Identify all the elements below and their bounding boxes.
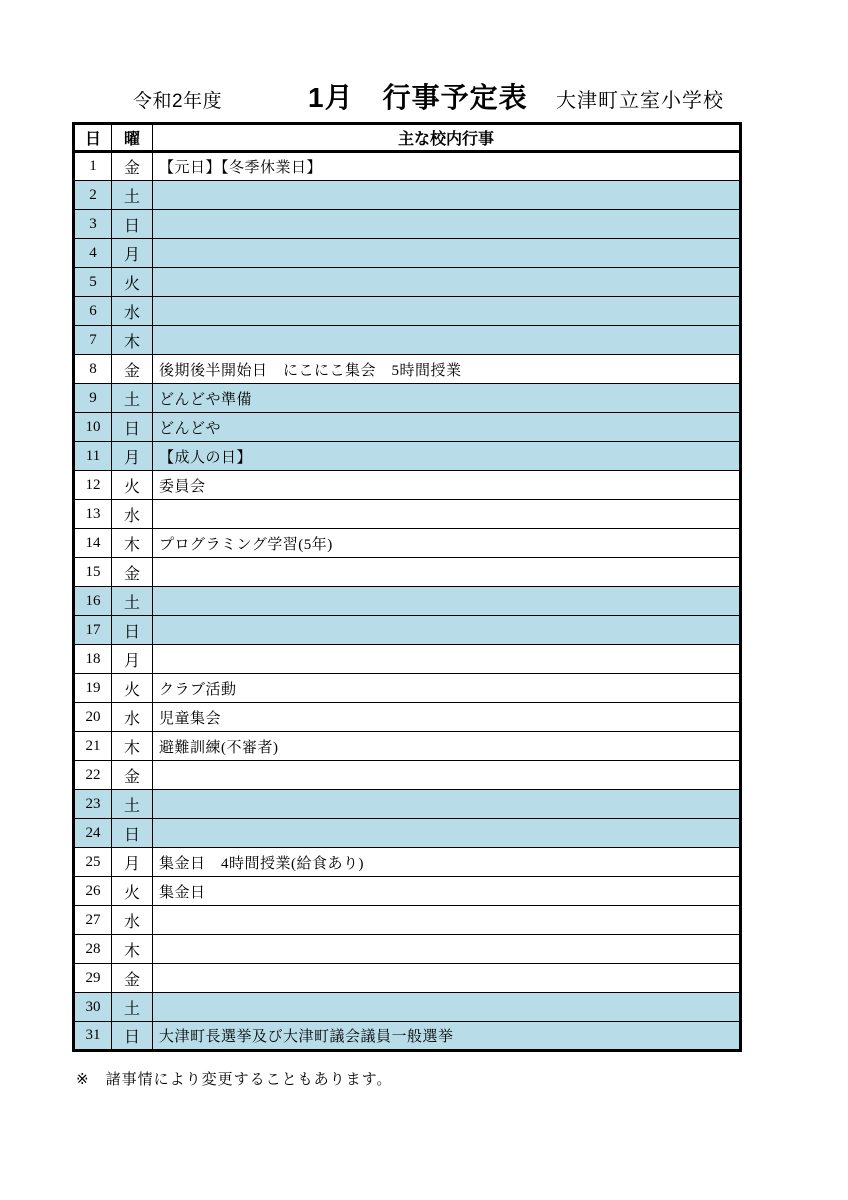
- day-cell: 7: [74, 326, 112, 355]
- table-row: [74, 152, 741, 181]
- weekday-cell: 日: [112, 1022, 153, 1051]
- table-row: [74, 529, 741, 558]
- event-cell: 【成人の日】: [153, 442, 741, 471]
- event-cell: [153, 326, 741, 355]
- table-row: [74, 297, 741, 326]
- day-cell: 4: [74, 239, 112, 268]
- event-cell: クラブ活動: [153, 674, 741, 703]
- page-title: 1月 行事予定表: [308, 82, 528, 113]
- table-row: [74, 645, 741, 674]
- table-row: [74, 964, 741, 993]
- weekday-cell: 土: [112, 587, 153, 616]
- weekday-cell: 木: [112, 935, 153, 964]
- weekday-cell: 月: [112, 645, 153, 674]
- day-cell: 18: [74, 645, 112, 674]
- day-cell: 6: [74, 297, 112, 326]
- weekday-cell: 木: [112, 732, 153, 761]
- day-cell: 27: [74, 906, 112, 935]
- table-row: [74, 703, 741, 732]
- table-row: [74, 210, 741, 239]
- event-cell: [153, 906, 741, 935]
- day-cell: 20: [74, 703, 112, 732]
- weekday-cell: 金: [112, 355, 153, 384]
- weekday-cell: 土: [112, 993, 153, 1022]
- weekday-cell: 金: [112, 964, 153, 993]
- event-cell: [153, 790, 741, 819]
- event-cell: [153, 761, 741, 790]
- weekday-cell: 月: [112, 848, 153, 877]
- day-cell: 23: [74, 790, 112, 819]
- table-row: [74, 616, 741, 645]
- event-cell: 後期後半開始日 にこにこ集会 5時間授業: [153, 355, 741, 384]
- table-row: [74, 1022, 741, 1051]
- schedule-body: [74, 152, 741, 1051]
- event-cell: 集金日 4時間授業(給食あり): [153, 848, 741, 877]
- day-cell: 15: [74, 558, 112, 587]
- day-cell: 30: [74, 993, 112, 1022]
- event-cell: [153, 819, 741, 848]
- weekday-cell: 火: [112, 471, 153, 500]
- event-cell: [153, 500, 741, 529]
- day-cell: 2: [74, 181, 112, 210]
- day-cell: 28: [74, 935, 112, 964]
- era-year-label: 令和2年度: [133, 91, 223, 112]
- weekday-cell: 土: [112, 790, 153, 819]
- event-cell: 大津町長選挙及び大津町議会議員一般選挙: [153, 1022, 741, 1051]
- event-cell: [153, 616, 741, 645]
- table-row: [74, 732, 741, 761]
- weekday-cell: 土: [112, 384, 153, 413]
- weekday-cell: 日: [112, 210, 153, 239]
- day-cell: 21: [74, 732, 112, 761]
- day-cell: 26: [74, 877, 112, 906]
- event-cell: [153, 935, 741, 964]
- weekday-cell: 土: [112, 181, 153, 210]
- day-cell: 3: [74, 210, 112, 239]
- day-cell: 10: [74, 413, 112, 442]
- table-row: [74, 500, 741, 529]
- weekday-cell: 木: [112, 326, 153, 355]
- footnote: ※ 諸事情により変更することもあります。: [76, 1071, 393, 1088]
- day-cell: 16: [74, 587, 112, 616]
- table-row: [74, 471, 741, 500]
- weekday-cell: 日: [112, 616, 153, 645]
- day-cell: 1: [74, 152, 112, 181]
- table-row: [74, 674, 741, 703]
- event-cell: [153, 558, 741, 587]
- day-cell: 8: [74, 355, 112, 384]
- day-cell: 5: [74, 268, 112, 297]
- day-cell: 22: [74, 761, 112, 790]
- event-cell: [153, 210, 741, 239]
- event-cell: どんどや準備: [153, 384, 741, 413]
- day-cell: 12: [74, 471, 112, 500]
- weekday-cell: 木: [112, 529, 153, 558]
- table-row: [74, 790, 741, 819]
- table-row: [74, 848, 741, 877]
- weekday-cell: 金: [112, 558, 153, 587]
- weekday-cell: 水: [112, 906, 153, 935]
- schedule-table: [72, 122, 742, 1052]
- event-cell: [153, 645, 741, 674]
- event-cell: 児童集会: [153, 703, 741, 732]
- table-row: [74, 413, 741, 442]
- table-row: [74, 993, 741, 1022]
- school-name-label: 大津町立室小学校: [556, 90, 724, 112]
- event-cell: 【元日】【冬季休業日】: [153, 152, 741, 181]
- table-row: [74, 877, 741, 906]
- weekday-cell: 火: [112, 268, 153, 297]
- event-cell: [153, 181, 741, 210]
- event-cell: プログラミング学習(5年): [153, 529, 741, 558]
- table-row: [74, 761, 741, 790]
- table-row: [74, 442, 741, 471]
- day-cell: 13: [74, 500, 112, 529]
- weekday-cell: 水: [112, 703, 153, 732]
- day-cell: 9: [74, 384, 112, 413]
- event-cell: [153, 268, 741, 297]
- event-cell: 委員会: [153, 471, 741, 500]
- event-cell: [153, 297, 741, 326]
- table-row: [74, 326, 741, 355]
- day-cell: 19: [74, 674, 112, 703]
- weekday-cell: 火: [112, 674, 153, 703]
- table-row: [74, 819, 741, 848]
- weekday-cell: 金: [112, 761, 153, 790]
- day-cell: 14: [74, 529, 112, 558]
- col-header-events: 主な校内行事: [153, 124, 741, 152]
- table-row: [74, 906, 741, 935]
- table-row: [74, 181, 741, 210]
- col-header-weekday: 曜: [112, 124, 153, 152]
- weekday-cell: 日: [112, 413, 153, 442]
- table-row: [74, 355, 741, 384]
- day-cell: 11: [74, 442, 112, 471]
- weekday-cell: 日: [112, 819, 153, 848]
- weekday-cell: 月: [112, 442, 153, 471]
- day-cell: 29: [74, 964, 112, 993]
- table-row: [74, 587, 741, 616]
- event-cell: [153, 239, 741, 268]
- day-cell: 17: [74, 616, 112, 645]
- weekday-cell: 金: [112, 152, 153, 181]
- weekday-cell: 月: [112, 239, 153, 268]
- weekday-cell: 水: [112, 297, 153, 326]
- event-cell: [153, 993, 741, 1022]
- event-cell: 集金日: [153, 877, 741, 906]
- event-cell: どんどや: [153, 413, 741, 442]
- schedule-table-header: [74, 124, 741, 152]
- weekday-cell: 水: [112, 500, 153, 529]
- table-row: [74, 239, 741, 268]
- page-header: [0, 76, 848, 116]
- day-cell: 31: [74, 1022, 112, 1051]
- col-header-day: 日: [74, 124, 112, 152]
- weekday-cell: 火: [112, 877, 153, 906]
- header-row: [74, 124, 741, 152]
- table-row: [74, 268, 741, 297]
- table-row: [74, 935, 741, 964]
- event-cell: [153, 587, 741, 616]
- table-row: [74, 384, 741, 413]
- day-cell: 25: [74, 848, 112, 877]
- day-cell: 24: [74, 819, 112, 848]
- event-cell: 避難訓練(不審者): [153, 732, 741, 761]
- event-cell: [153, 964, 741, 993]
- table-row: [74, 558, 741, 587]
